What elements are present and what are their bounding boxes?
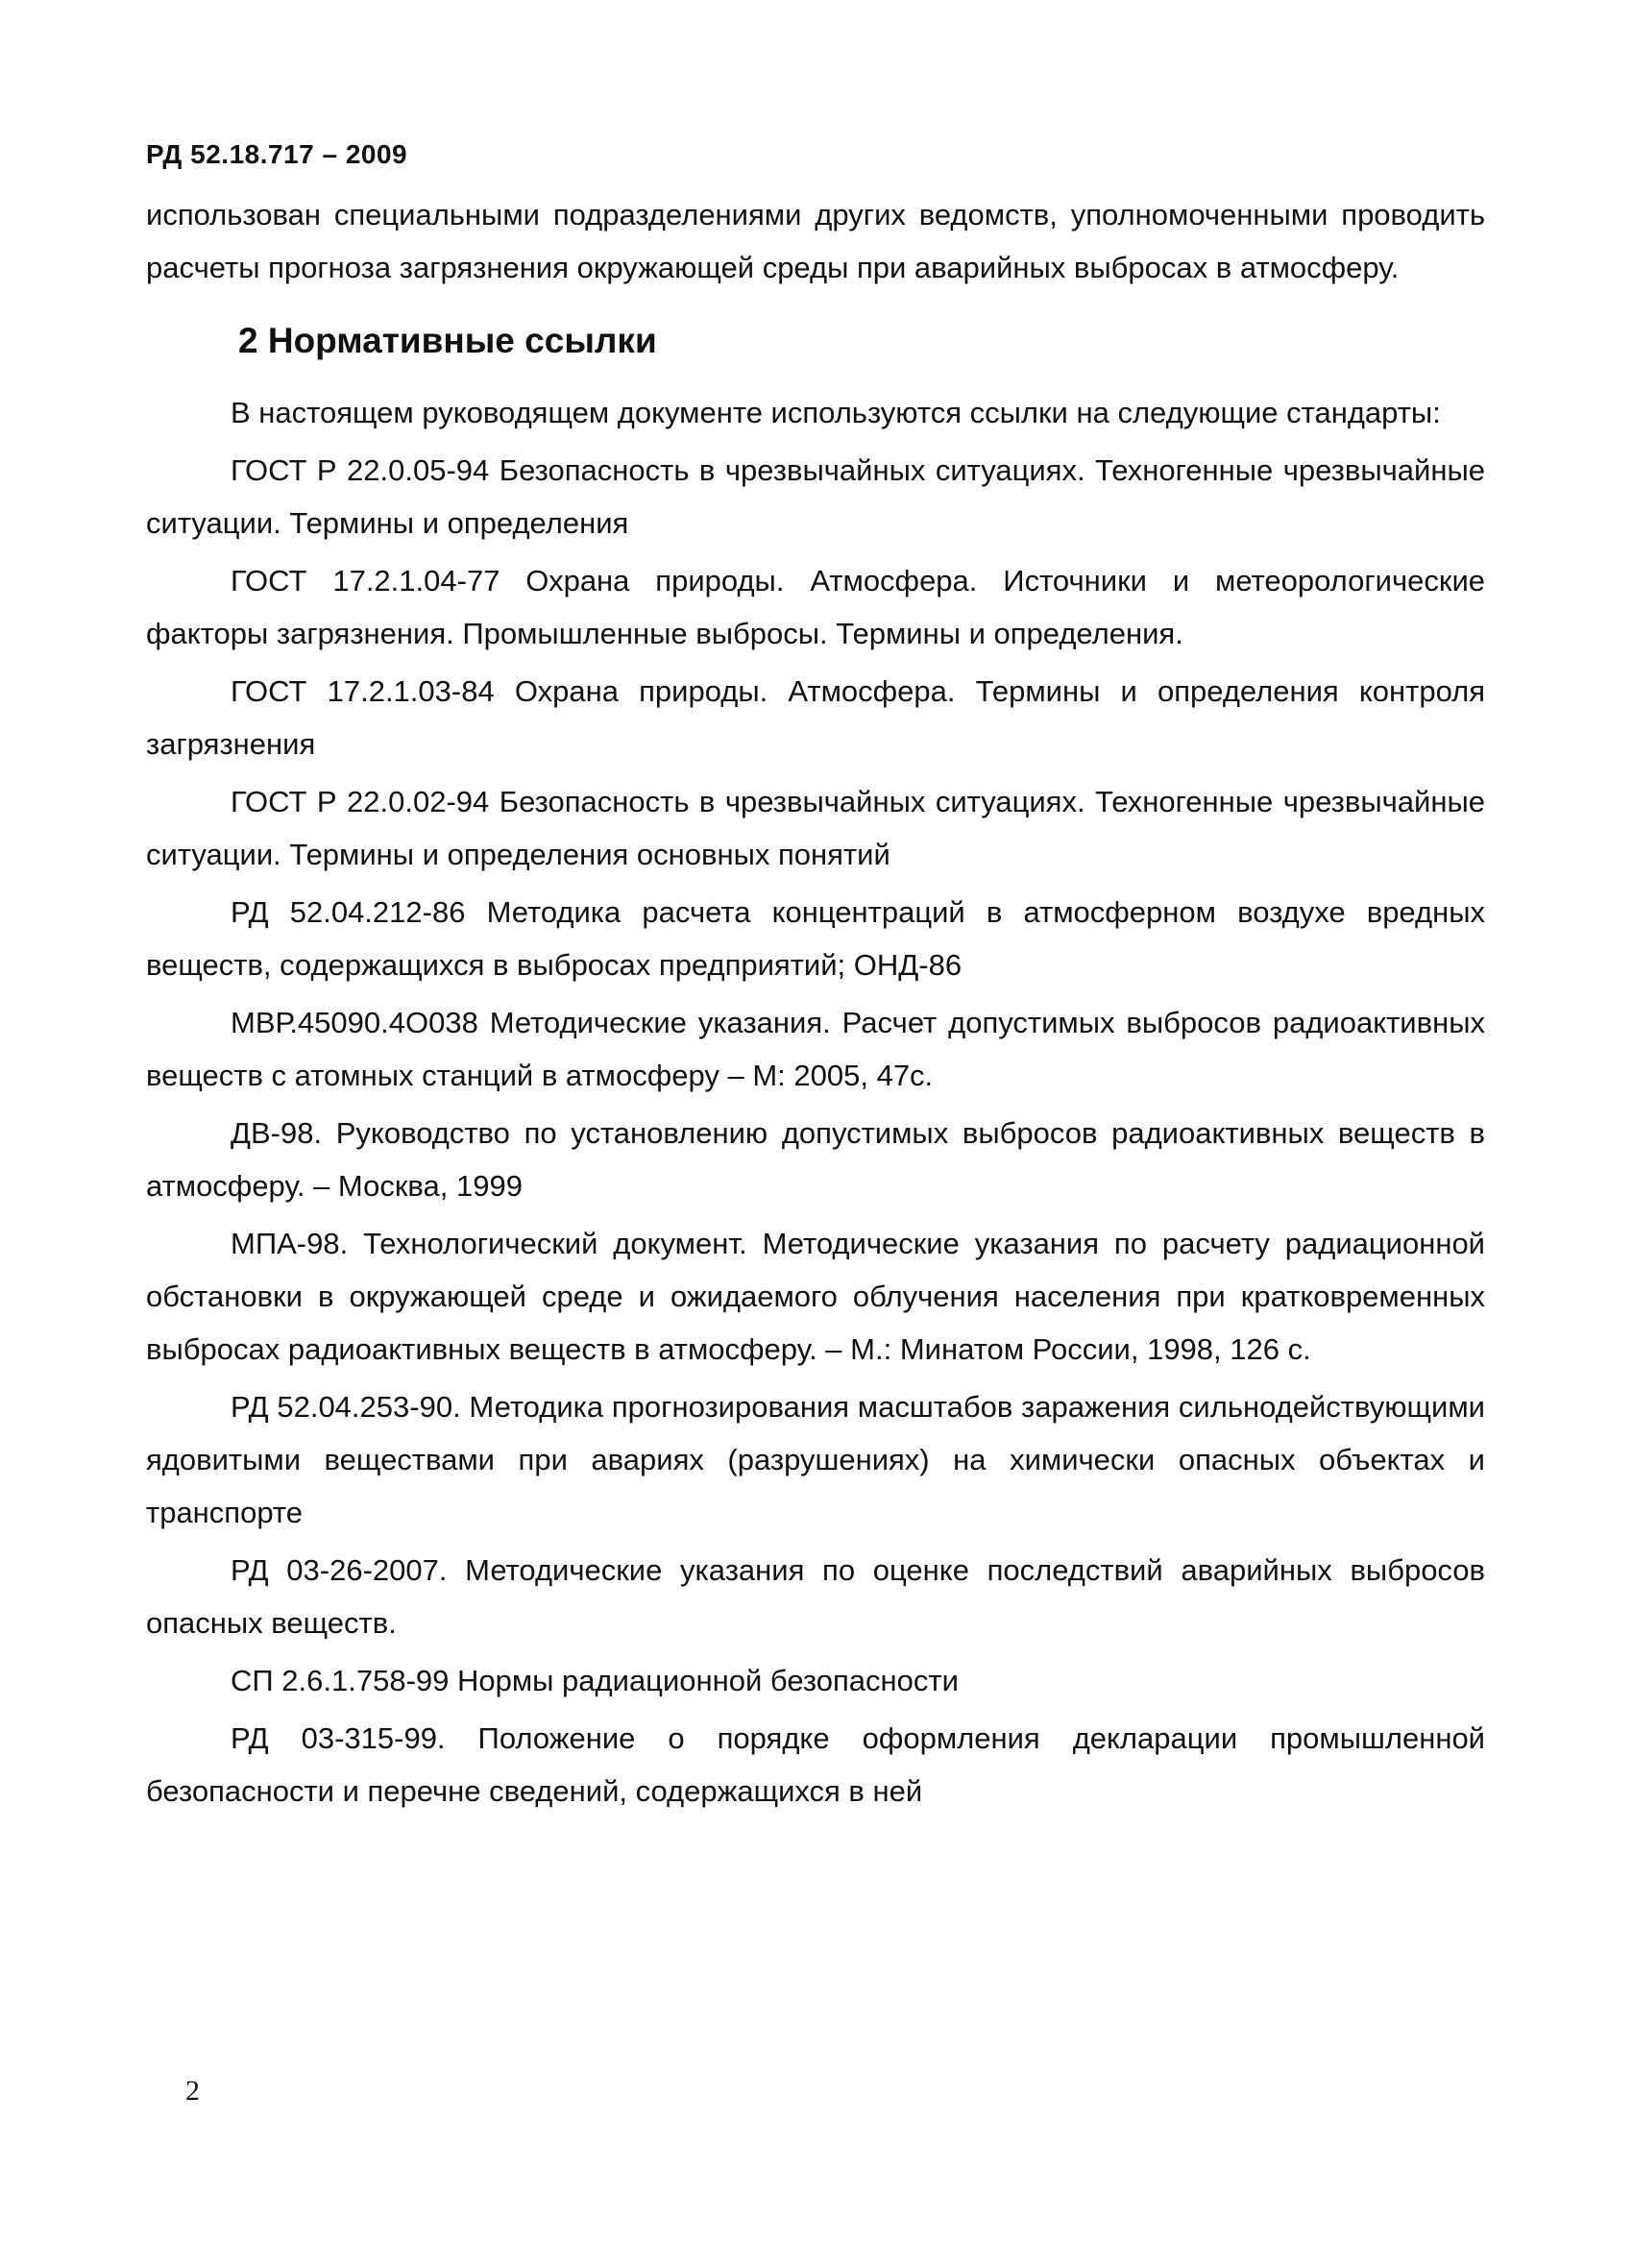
intro-paragraph: использован специальными подразделениями других ведомств, уполномоченными проводить расчеты прогноза загрязнения окружающей среды при аварийных выбросах в атмосферу.	[146, 198, 1485, 284]
section-title: 2 Нормативные ссылки	[238, 321, 657, 360]
reference-item: РД 52.04.253-90. Методика прогнозирования масштабов заражения сильнодействующими ядовитыми веществами при авариях (разрушениях) на химически опасных объектах и транспорте	[146, 1390, 1485, 1529]
document-code: РД 52.18.717 – 2009	[146, 139, 408, 169]
document-body	[146, 188, 1485, 1822]
reference-item: СП 2.6.1.758-99 Нормы радиационной безопасности	[231, 1664, 959, 1697]
page-number: 2	[185, 2075, 200, 2107]
reference-item: ГОСТ 17.2.1.03-84 Охрана природы. Атмосфера. Термины и определения контроля загрязнения	[146, 674, 1485, 761]
reference-item: РД 52.04.212-86 Методика расчета концентраций в атмосферном воздухе вредных веществ, содержащихся в выбросах предприятий; ОНД-86	[146, 895, 1485, 982]
reference-item: МПА-98. Технологический документ. Методические указания по расчету радиационной обстановки в окружающей среде и ожидаемого облучения населения при кратковременных выбросах радиоактивных веществ в атмосферу. – М.: Минатом России, 1998, 126 с.	[146, 1227, 1485, 1366]
reference-item: ГОСТ 17.2.1.04-77 Охрана природы. Атмосфера. Источники и метеорологические факторы загрязнения. Промышленные выбросы. Термины и определения.	[146, 564, 1485, 650]
reference-item: РД 03-315-99. Положение о порядке оформления декларации промышленной безопасности и перечне сведений, содержащихся в ней	[146, 1721, 1485, 1808]
section-lead: В настоящем руководящем документе используются ссылки на следующие стандарты:	[231, 396, 1441, 429]
reference-item: РД 03-26-2007. Методические указания по оценке последствий аварийных выбросов опасных веществ.	[146, 1553, 1485, 1640]
reference-item: ДВ-98. Руководство по установлению допустимых выбросов радиоактивных веществ в атмосферу. – Москва, 1999	[146, 1116, 1485, 1203]
reference-item: ГОСТ Р 22.0.05-94 Безопасность в чрезвычайных ситуациях. Техногенные чрезвычайные ситуации. Термины и определения	[146, 453, 1485, 540]
reference-item: ГОСТ Р 22.0.02-94 Безопасность в чрезвычайных ситуациях. Техногенные чрезвычайные ситуации. Термины и определения основных понятий	[146, 785, 1485, 871]
reference-item: МВР.45090.4О038 Методические указания. Расчет допустимых выбросов радиоактивных веществ с атомных станций в атмосферу – М: 2005, 47с.	[146, 1006, 1485, 1092]
